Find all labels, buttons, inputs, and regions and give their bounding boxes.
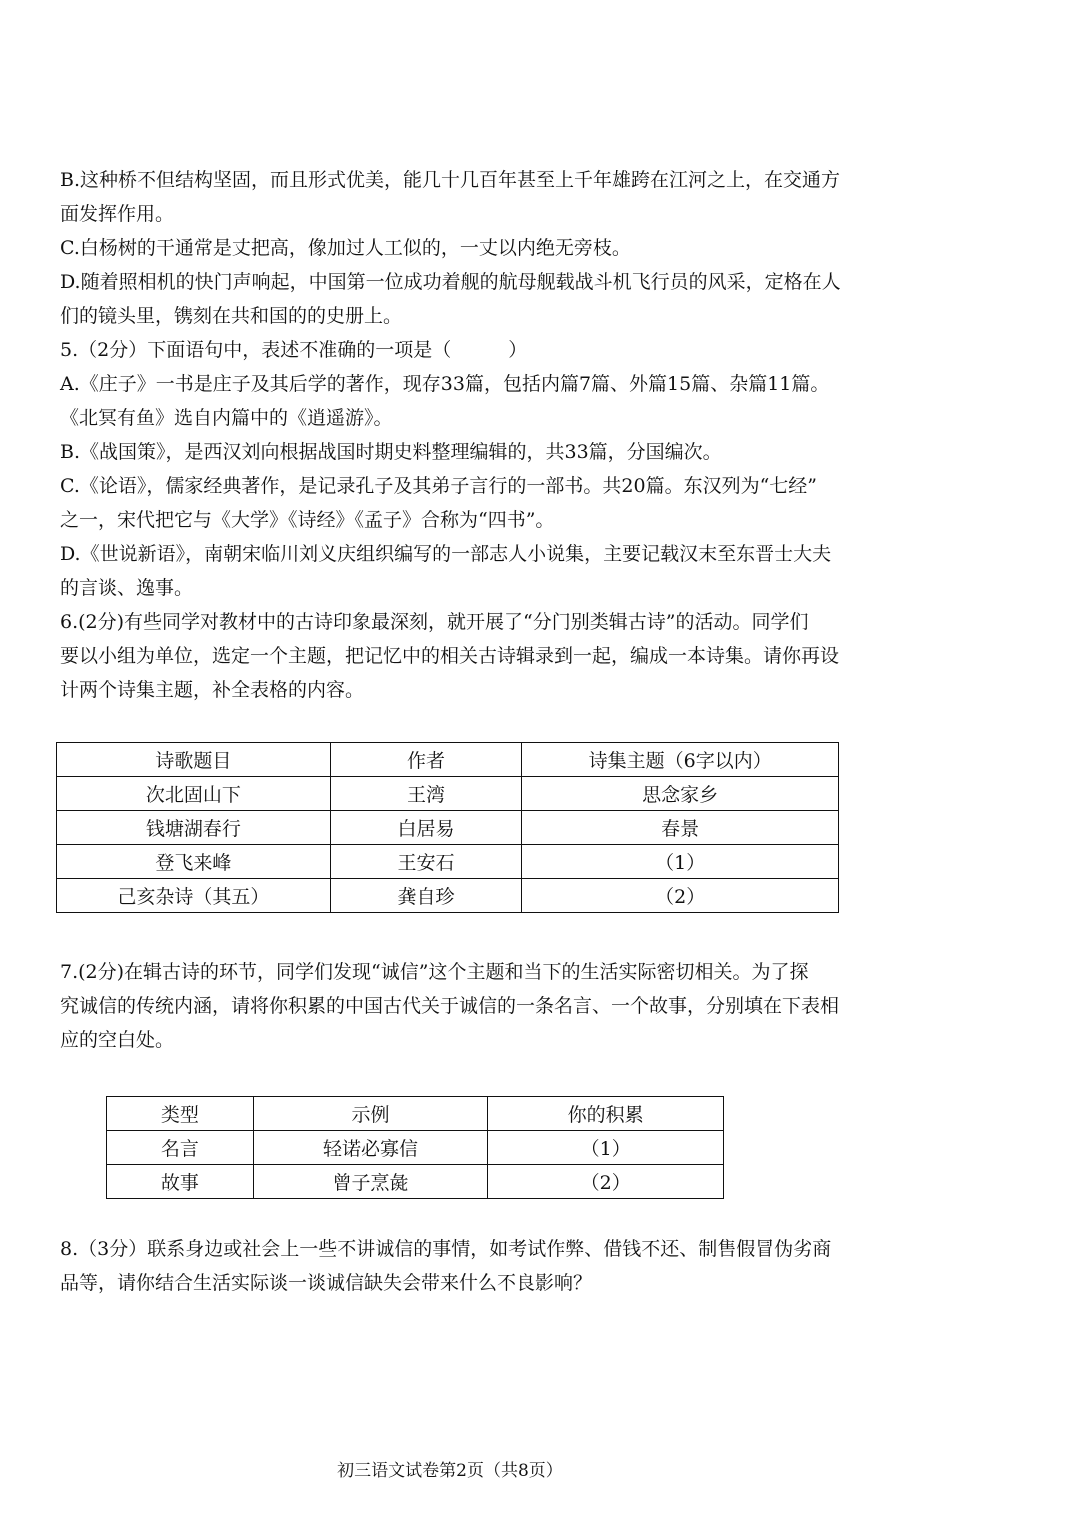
table-cell: 王安石 xyxy=(330,845,522,879)
q4-option-b-line2: 面发挥作用。 xyxy=(60,203,175,225)
q4-option-c: C.白杨树的干通常是丈把高，像加过人工似的，一丈以内绝无旁枝。 xyxy=(60,237,631,259)
table-cell: 龚自珍 xyxy=(330,879,522,913)
table-row xyxy=(57,845,839,879)
question-block-4-5-6 xyxy=(60,163,900,707)
q6-stem-line2: 要以小组为单位，选定一个主题，把记忆中的相关古诗辑录到一起，编成一本诗集。请你再设 xyxy=(60,645,840,667)
table-row xyxy=(107,1131,724,1165)
table-header-cell: 类型 xyxy=(107,1097,254,1131)
q5-option-c-line2: 之一，宋代把它与《大学》《诗经》《孟子》合称为“四书”。 xyxy=(60,509,555,531)
table-cell: 次北固山下 xyxy=(57,777,331,811)
table-header-cell: 示例 xyxy=(253,1097,488,1131)
q5-option-c-line1: C.《论语》，儒家经典著作，是记录孔子及其弟子言行的一部书。共20篇。东汉列为“七经” xyxy=(60,475,818,497)
page-footer: 初三语文试卷第2页（共8页） xyxy=(337,1461,563,1481)
table-cell: 名言 xyxy=(107,1131,254,1165)
q7-stem-line3: 应的空白处。 xyxy=(60,1029,175,1051)
question-block-8 xyxy=(60,1232,900,1300)
q8-stem-line1: 8.（3分）联系身边或社会上一些不讲诚信的事情，如考试作弊、借钱不还、制售假冒伪劣商 xyxy=(60,1238,832,1260)
q7-stem-line2: 究诚信的传统内涵，请将你积累的中国古代关于诚信的一条名言、一个故事，分别填在下表相 xyxy=(60,995,840,1017)
table-header-row xyxy=(57,743,839,777)
table-cell: 曾子烹彘 xyxy=(253,1165,488,1199)
table-cell: 白居易 xyxy=(330,811,522,845)
answer-blank-cell[interactable]: （2） xyxy=(488,1165,724,1199)
table-cell: 王湾 xyxy=(330,777,522,811)
answer-blank-cell[interactable]: （1） xyxy=(488,1131,724,1165)
table-header-cell: 作者 xyxy=(330,743,522,777)
q5-option-a-line1: A.《庄子》一书是庄子及其后学的著作，现存33篇，包括内篇7篇、外篇15篇、杂篇11篇。 xyxy=(60,373,830,395)
answer-blank-cell[interactable]: （2） xyxy=(522,879,839,913)
integrity-table xyxy=(106,1096,724,1199)
q7-stem-line1: 7.(2分)在辑古诗的环节，同学们发现“诚信”这个主题和当下的生活实际密切相关。为了探 xyxy=(60,961,809,983)
table-cell: 己亥杂诗（其五） xyxy=(57,879,331,913)
poem-theme-table xyxy=(56,742,839,913)
table-row xyxy=(57,879,839,913)
table-cell: 思念家乡 xyxy=(522,777,839,811)
table-cell: 钱塘湖春行 xyxy=(57,811,331,845)
answer-blank-cell[interactable]: （1） xyxy=(522,845,839,879)
table-cell: 春景 xyxy=(522,811,839,845)
q5-option-b: B.《战国策》，是西汉刘向根据战国时期史料整理编辑的，共33篇，分国编次。 xyxy=(60,441,722,463)
q8-stem-line2: 品等，请你结合生活实际谈一谈诚信缺失会带来什么不良影响？ xyxy=(60,1272,593,1294)
table-cell: 轻诺必寡信 xyxy=(253,1131,488,1165)
table-header-cell: 诗歌题目 xyxy=(57,743,331,777)
table-row xyxy=(57,811,839,845)
table-header-row xyxy=(107,1097,724,1131)
q5-stem: 5.（2分）下面语句中，表述不准确的一项是（ ） xyxy=(60,339,528,361)
table-row xyxy=(57,777,839,811)
q6-stem-line1: 6.(2分)有些同学对教材中的古诗印象最深刻，就开展了“分门别类辑古诗”的活动。同学们 xyxy=(60,611,809,633)
q5-option-a-line2: 《北冥有鱼》选自内篇中的《逍遥游》。 xyxy=(60,407,393,429)
q4-option-d-line1: D.随着照相机的快门声响起，中国第一位成功着舰的航母舰载战斗机飞行员的风采，定格在人 xyxy=(60,271,841,293)
q6-stem-line3: 计两个诗集主题，补全表格的内容。 xyxy=(60,679,365,701)
table-cell: 故事 xyxy=(107,1165,254,1199)
table-cell: 登飞来峰 xyxy=(57,845,331,879)
question-block-7 xyxy=(60,955,900,1057)
table-header-cell: 你的积累 xyxy=(488,1097,724,1131)
q5-option-d-line2: 的言谈、逸事。 xyxy=(60,577,194,599)
q4-option-b-line1: B.这种桥不但结构坚固，而且形式优美，能几十几百年甚至上千年雄跨在江河之上，在交通方 xyxy=(60,169,841,191)
q5-option-d-line1: D.《世说新语》，南朝宋临川刘义庆组织编写的一部志人小说集，主要记载汉末至东晋士大夫 xyxy=(60,543,832,565)
table-header-cell: 诗集主题（6字以内） xyxy=(522,743,839,777)
table-row xyxy=(107,1165,724,1199)
q4-option-d-line2: 们的镜头里，镌刻在共和国的的史册上。 xyxy=(60,305,403,327)
